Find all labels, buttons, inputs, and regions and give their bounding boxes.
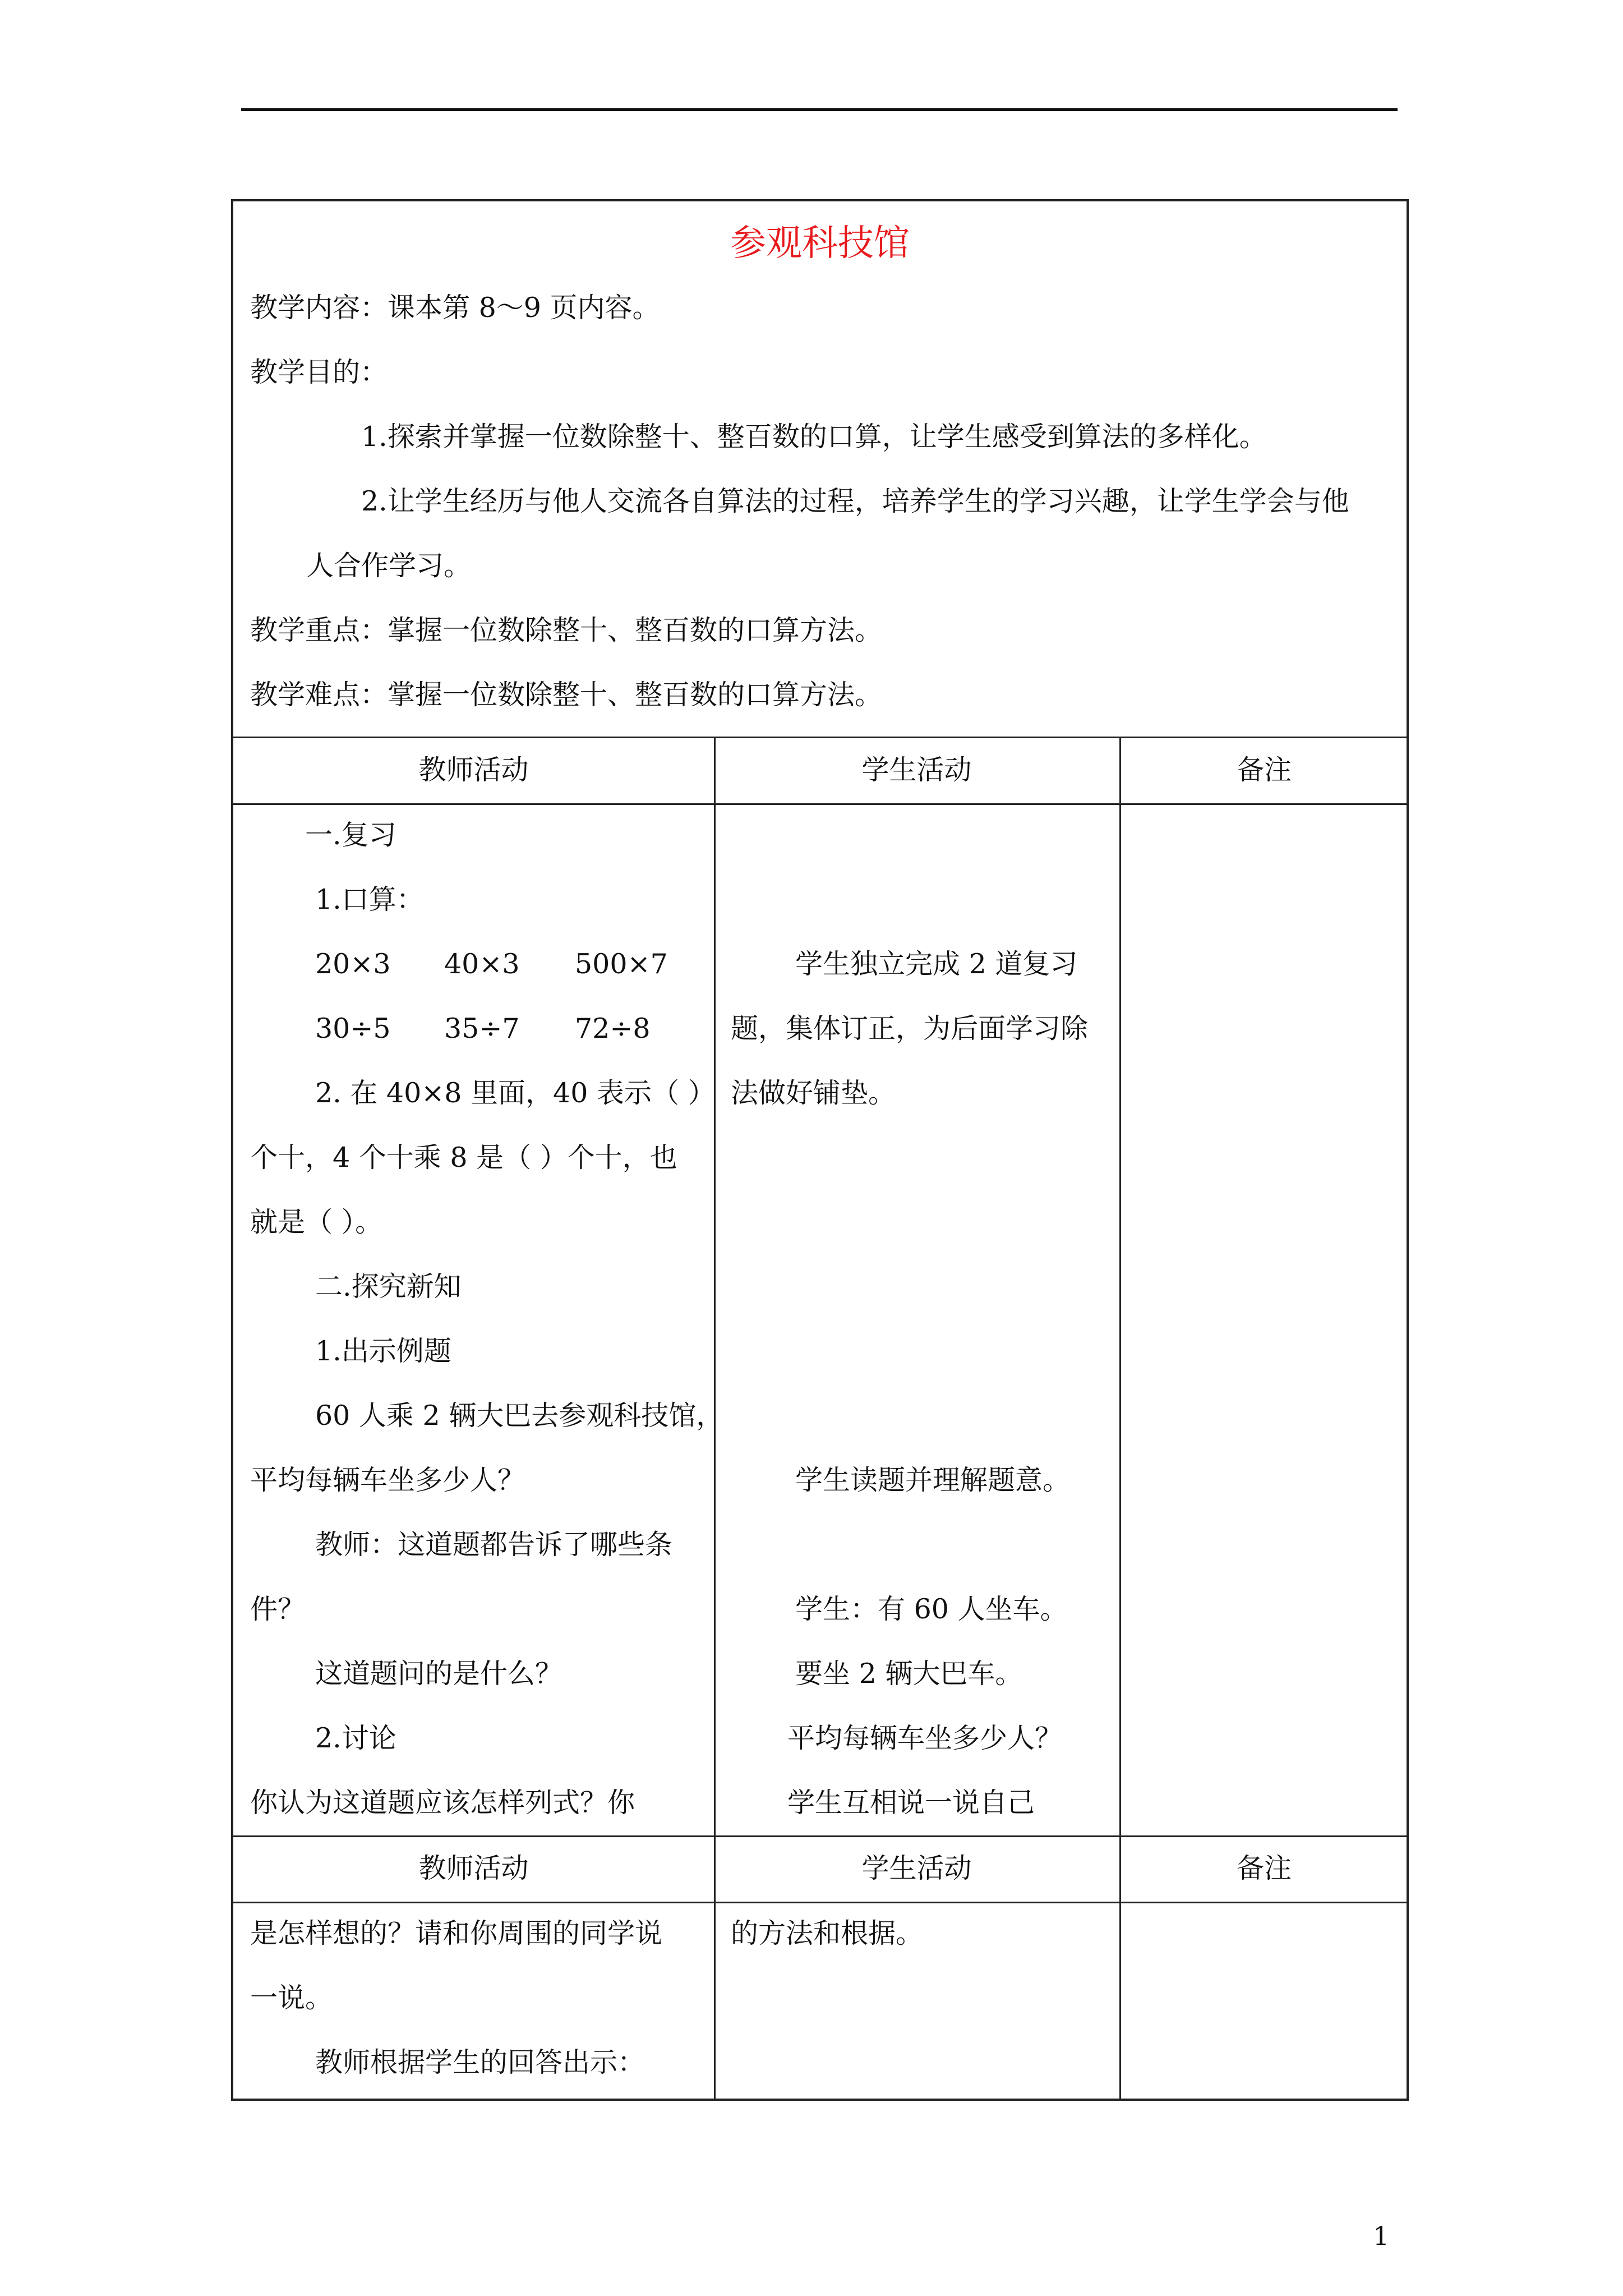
teacher-line: 72÷8 [575,1013,651,1045]
teacher-line: 是怎样想的？请和你周围的同学说 [250,1917,663,1949]
teaching-goal-2-line2: 人合作学习。 [306,550,472,582]
page-number: 1 [1373,2221,1390,2251]
teacher-line: 就是（ ）。 [250,1206,383,1238]
teacher-line: 2.讨论 [315,1722,396,1754]
teaching-content: 教学内容：课本第 8～9 页内容。 [250,292,660,324]
teacher-line: 30÷5 [315,1013,391,1045]
teacher-line: 1.口算： [315,884,424,915]
teacher-line: 二.探究新知 [315,1271,462,1303]
column-divider [714,737,716,1903]
column-divider [1119,1902,1121,2101]
teacher-line: 500×7 [575,948,668,980]
student-line: 学生独立完成 2 道复习 [795,948,1078,980]
teacher-activity-header: 教师活动 [418,1852,529,1884]
teacher-line: 20×3 [315,948,391,980]
teaching-difficulty: 教学难点：掌握一位数除整十、整百数的口算方法。 [250,679,883,711]
teaching-goal-2-line1: 2.让学生经历与他人交流各自算法的过程，培养学生的学习兴趣，让学生学会与他 [361,485,1349,517]
teacher-line: 平均每辆车坐多少人？ [250,1464,525,1496]
student-line: 平均每辆车坐多少人？ [787,1722,1063,1754]
column-divider [1119,737,1121,1903]
table-divider [233,1902,1407,1903]
teacher-line: 这道题问的是什么？ [315,1658,563,1690]
table-divider [233,737,1407,738]
student-line: 学生互相说一说自己 [787,1787,1035,1819]
student-line: 学生：有 60 人坐车。 [795,1593,1068,1625]
notes-header: 备注 [1236,1852,1292,1884]
teacher-line: 1.出示例题 [315,1335,451,1367]
teaching-key-point: 教学重点：掌握一位数除整十、整百数的口算方法。 [250,614,883,646]
teacher-line: 教师根据学生的回答出示： [315,2046,645,2078]
teacher-line: 件？ [250,1593,306,1625]
student-activity-header: 学生活动 [861,754,972,786]
header-rule [241,108,1398,111]
student-line: 法做好铺垫。 [731,1077,896,1109]
lesson-plan-table [231,199,1409,2101]
notes-header: 备注 [1236,754,1292,786]
teacher-line: 60 人乘 2 辆大巴去参观科技馆， [315,1400,724,1432]
student-activity-header: 学生活动 [861,1852,972,1884]
teacher-line: 一说。 [250,1982,333,2014]
teacher-line: 个十，4 个十乘 8 是（ ）个十，也 [250,1142,677,1174]
teacher-activity-header: 教师活动 [418,754,529,786]
teaching-goal-label: 教学目的： [250,356,388,388]
teaching-goal-1: 1.探索并掌握一位数除整十、整百数的口算，让学生感受到算法的多样化。 [361,421,1267,453]
teacher-line: 一.复习 [305,819,396,851]
teacher-line: 2. 在 40×8 里面，40 表示（ ） [315,1077,716,1109]
teacher-line: 40×3 [444,948,520,980]
student-line: 的方法和根据。 [731,1917,924,1949]
column-divider [714,1902,716,2101]
teacher-line: 教师：这道题都告诉了哪些条 [315,1529,673,1561]
teacher-line: 35÷7 [444,1013,520,1045]
student-line: 题，集体订正，为后面学习除 [731,1013,1089,1045]
table-divider [233,1835,1407,1837]
student-line: 学生读题并理解题意。 [795,1464,1071,1496]
table-divider [233,803,1407,805]
page-title: 参观科技馆 [730,223,910,264]
teacher-line: 你认为这道题应该怎样列式？你 [250,1787,635,1819]
student-line: 要坐 2 辆大巴车。 [795,1658,1023,1690]
